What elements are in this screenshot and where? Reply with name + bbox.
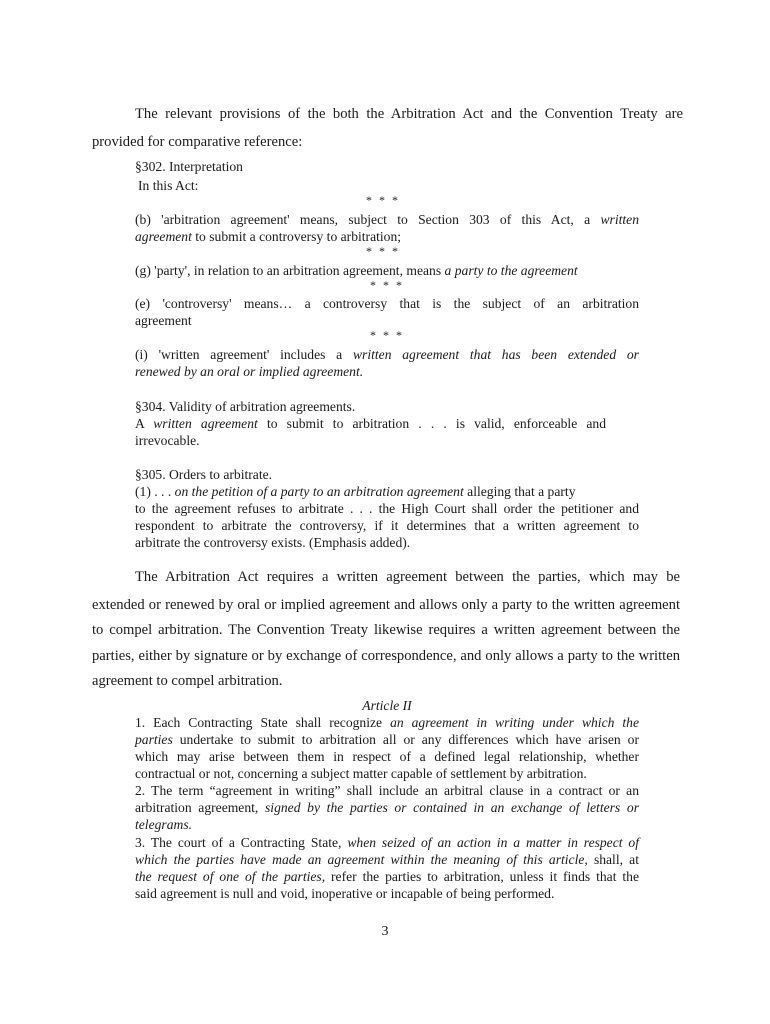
- intro-line-1: The relevant provisions of the both the Arbitration Act and the Convention Treaty are: [135, 106, 683, 122]
- intro-line-2: provided for comparative reference:: [92, 134, 303, 150]
- section-302-heading: §302. Interpretation: [135, 159, 243, 174]
- ellipsis-stars: * * *: [366, 244, 400, 258]
- body-line-1: The Arbitration Act requires a written agreement between the parties, which may be: [135, 569, 680, 585]
- article-p2-line-2: arbitration agreement, signed by the parties or contained in an exchange of letters or: [135, 800, 639, 815]
- article-title: Article II: [362, 698, 412, 713]
- article-p2-line-1: 2. The term “agreement in writing” shall include an arbitral clause in a contract or an: [135, 783, 639, 798]
- article-p2-line-3: telegrams.: [135, 817, 193, 832]
- section-304-line-2: irrevocable.: [135, 433, 200, 448]
- section-305-line-4: arbitrate the controversy exists. (Emphasis added).: [135, 535, 411, 550]
- section-305-line-2: to the agreement refuses to arbitrate . . . the High Court shall order the petitioner and: [135, 501, 639, 516]
- article-p1-line-1: 1. Each Contracting State shall recognize an agreement in writing under which the: [135, 715, 639, 730]
- article-p3-line-3: the request of one of the parties, refer the parties to arbitration, unless it finds that the: [135, 869, 639, 884]
- ellipsis-stars: * * *: [370, 328, 404, 342]
- article-p3-line-2: which the parties have made an agreement within the meaning of this article, shall, at: [135, 852, 639, 867]
- article-p3-line-1: 3. The court of a Contracting State, when seized of an action in a matter in respect of: [135, 835, 639, 850]
- def-e-line-2: agreement: [135, 313, 192, 328]
- def-g-line: (g) 'party', in relation to an arbitration agreement, means a party to the agreement: [135, 263, 578, 278]
- section-304-line-1: A written agreement to submit to arbitration . . . is valid, enforceable and: [135, 416, 607, 431]
- page-number: 3: [381, 924, 389, 939]
- article-p1-line-3: which may arise between them in respect of a defined legal relationship, whether: [135, 749, 639, 764]
- ellipsis-stars: * * *: [366, 193, 400, 207]
- article-p1-line-4: contractual or not, concerning a subject matter capable of settlement by arbitration.: [135, 766, 587, 781]
- section-305-line-3: respondent to arbitrate the controversy, if it determines that a written agreement to: [135, 518, 639, 533]
- body-line-5: agreement to compel arbitration.: [92, 673, 283, 689]
- body-line-2: extended or renewed by oral or implied agreement and allows only a party to the written agreement: [92, 597, 680, 613]
- article-p1-line-2: parties undertake to submit to arbitration all or any differences which have arisen or: [135, 732, 639, 747]
- def-i-line-2: renewed by an oral or implied agreement.: [135, 364, 364, 379]
- section-305-heading: §305. Orders to arbitrate.: [135, 467, 273, 482]
- ellipsis-stars: * * *: [370, 278, 404, 292]
- def-i-line-1: (i) 'written agreement' includes a written agreement that has been extended or: [135, 347, 639, 362]
- body-line-4: parties, either by signature or by exchange of correspondence, and only allows a party to the written: [92, 648, 680, 664]
- def-b-line-2: agreement to submit a controversy to arbitration;: [135, 229, 402, 244]
- def-e-line-1: (e) 'controversy' means… a controversy that is the subject of an arbitration: [135, 296, 639, 311]
- section-302-subheading: In this Act:: [138, 178, 199, 193]
- def-b-line-1: (b) 'arbitration agreement' means, subject to Section 303 of this Act, a written: [135, 212, 639, 227]
- section-305-line-1: (1) . . . on the petition of a party to an arbitration agreement alleging that a party: [135, 484, 576, 499]
- article-p3-line-4: said agreement is null and void, inoperative or incapable of being performed.: [135, 886, 555, 901]
- section-304-heading: §304. Validity of arbitration agreements.: [135, 399, 356, 414]
- body-line-3: to compel arbitration. The Convention Treaty likewise requires a written agreement between the: [92, 622, 680, 638]
